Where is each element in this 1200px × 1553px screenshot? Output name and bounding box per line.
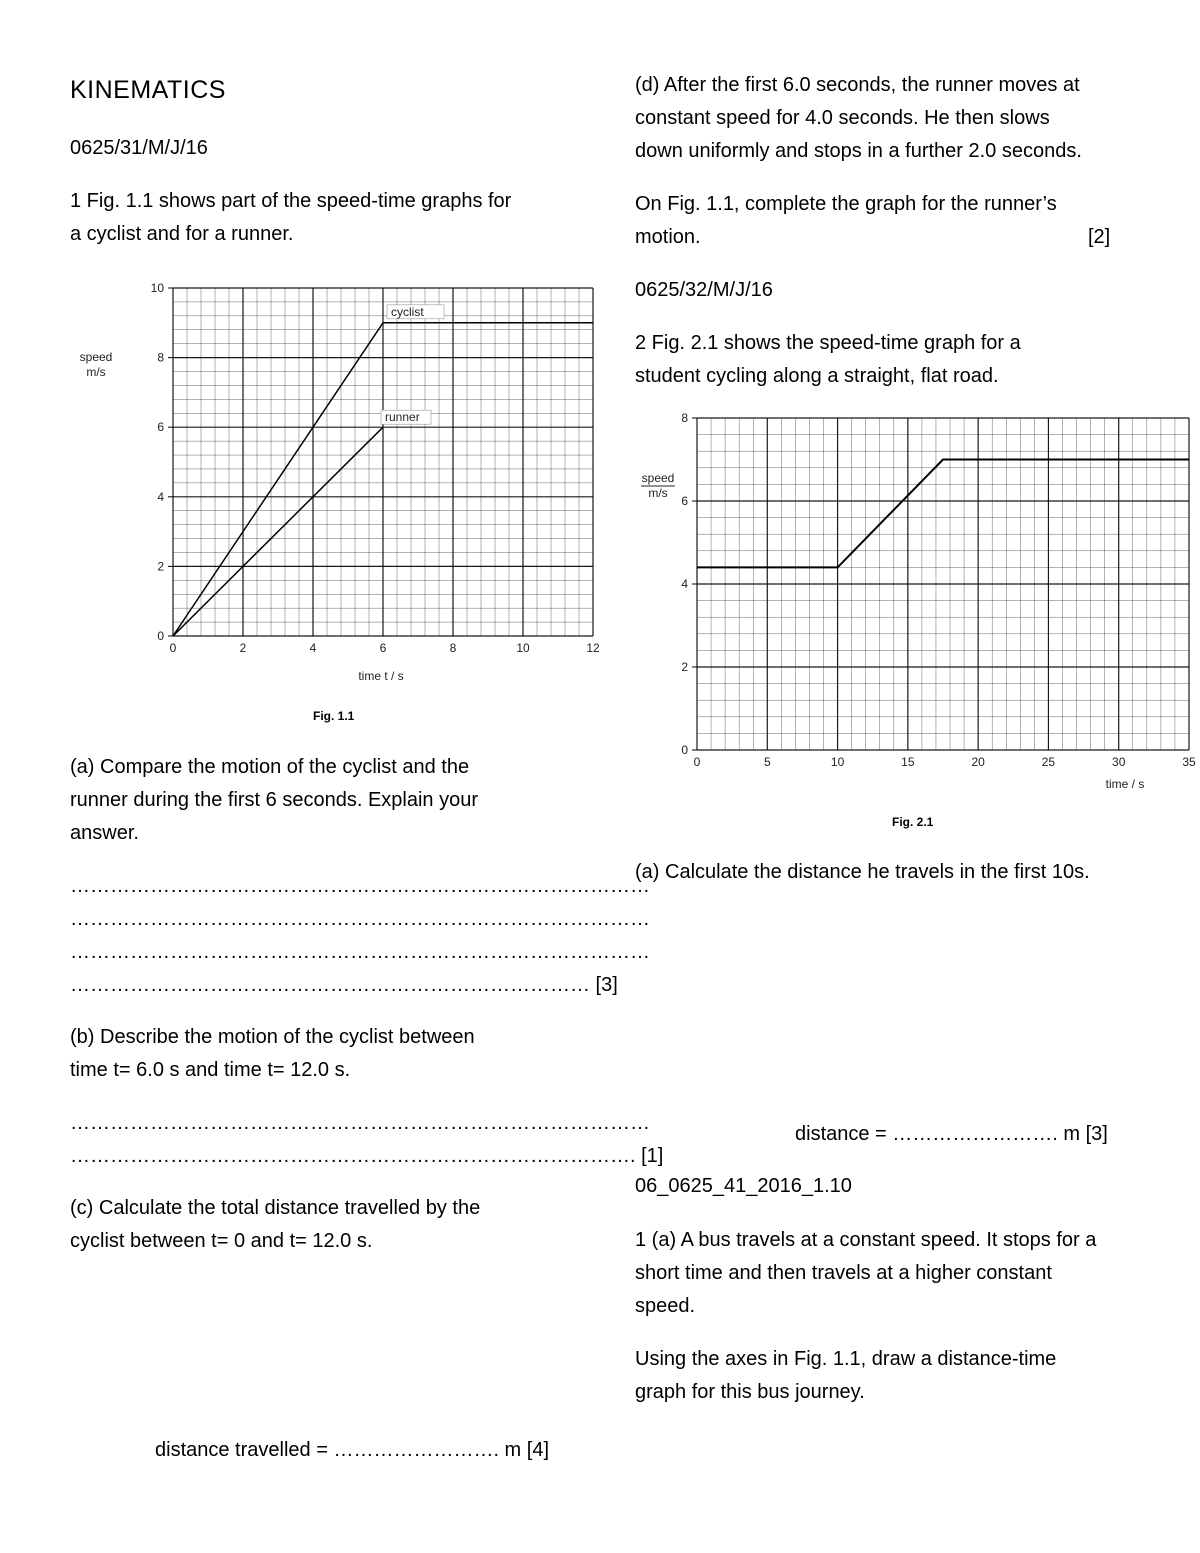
y-axis-label: speed m/s [641, 471, 675, 500]
x-tick-label: 20 [971, 755, 985, 769]
fig-2-1-graph [635, 410, 1197, 800]
qa-line-1: (a) Compare the motion of the cyclist and the [70, 756, 470, 778]
series-label-runner: runner [385, 410, 420, 425]
qb-line-1: (b) Describe the motion of the cyclist between [70, 1026, 475, 1048]
series-line-student [697, 460, 1189, 568]
qd-line-1: (d) After the first 6.0 seconds, the runner moves at [635, 74, 1080, 96]
x-tick-label: 2 [239, 641, 247, 655]
x-tick-label: 0 [693, 755, 701, 769]
page-title: KINEMATICS [70, 76, 226, 104]
fig-1-1-graph [70, 275, 610, 695]
x-tick-label: 0 [169, 641, 177, 655]
series-line-runner [173, 427, 383, 636]
q1-intro-line-2: a cyclist and for a runner. [70, 223, 294, 245]
answer-line-a3: …………………………………………………………………………… [70, 941, 650, 963]
q3-line-4: Using the axes in Fig. 1.1, draw a distance-time [635, 1348, 1057, 1370]
y-tick-label: 8 [157, 350, 164, 365]
x-tick-label: 5 [763, 755, 771, 769]
fig-2-1-caption: Fig. 2.1 [892, 815, 934, 829]
answer-line-b2: …………………………………………………………………………. [1] [70, 1145, 664, 1167]
q2-line-2: student cycling along a straight, flat road. [635, 365, 999, 387]
fig-1-1-caption: Fig. 1.1 [313, 709, 355, 723]
series-label-cyclist: cyclist [391, 304, 424, 319]
x-tick-label: 25 [1041, 755, 1056, 769]
qa-line-2: runner during the first 6 seconds. Explain your [70, 789, 478, 811]
qb-line-2: time t= 6.0 s and time t= 12.0 s. [70, 1059, 351, 1081]
answer-line-a2: …………………………………………………………………………… [70, 908, 650, 930]
y-tick-label: 2 [681, 660, 688, 674]
qd-line-3: down uniformly and stops in a further 2.0 seconds. [635, 140, 1082, 162]
paper-code: 0625/31/M/J/16 [70, 137, 208, 159]
x-tick-label: 4 [309, 641, 317, 655]
q3-line-3: speed. [635, 1295, 696, 1317]
x-tick-label: 30 [1112, 755, 1126, 769]
y-tick-label: 6 [681, 494, 688, 508]
q1-intro-line-1: 1 Fig. 1.1 shows part of the speed-time graphs for [70, 190, 512, 212]
qc-line-2: cyclist between t= 0 and t= 12.0 s. [70, 1230, 373, 1252]
x-axis-label: time t / s [358, 669, 404, 683]
qc-answer-line: distance travelled = ……………………. m [4] [155, 1439, 550, 1461]
y-tick-label: 4 [681, 577, 688, 591]
fig-1-1-grid [173, 288, 593, 636]
x-tick-label: 12 [586, 641, 600, 655]
fig-1-1-svg [70, 275, 610, 695]
y-tick-label: 10 [150, 281, 164, 295]
answer-line-b1: …………………………………………………………………………… [70, 1112, 650, 1134]
qa-line-3: answer. [70, 822, 139, 844]
qc-line-1: (c) Calculate the total distance travelled by the [70, 1197, 481, 1219]
y-tick-label: 0 [681, 743, 688, 757]
y-tick-label: 8 [681, 411, 688, 425]
y-tick-label: 2 [157, 559, 164, 574]
qd-line-4: On Fig. 1.1, complete the graph for the runner’s [635, 193, 1057, 215]
y-tick-label: 0 [157, 629, 164, 643]
q2a-question: (a) Calculate the distance he travels in the first 10s. [635, 861, 1090, 883]
q2-line-1: 2 Fig. 2.1 shows the speed-time graph for a [635, 332, 1021, 354]
paper-code-3: 06_0625_41_2016_1.10 [635, 1175, 852, 1197]
y-axis-label: speed m/s [79, 350, 113, 379]
answer-line-a4: …………………………………………………………………… [3] [70, 974, 618, 996]
x-tick-label: 6 [379, 641, 387, 655]
paper-code-2: 0625/32/M/J/16 [635, 279, 773, 301]
qd-line-5: motion. [635, 226, 701, 248]
x-tick-label: 35 [1182, 755, 1196, 769]
y-tick-label: 4 [157, 489, 164, 504]
fig-2-1-svg [635, 410, 1197, 800]
x-tick-label: 8 [449, 641, 457, 655]
q3-line-5: graph for this bus journey. [635, 1381, 865, 1403]
qd-line-2: constant speed for 4.0 seconds. He then slows [635, 107, 1050, 129]
x-tick-label: 15 [901, 755, 915, 769]
x-axis-label: time / s [1105, 777, 1145, 791]
qd-marks: [2] [1088, 226, 1111, 248]
q2a-answer-line: distance = ……………………. m [3] [795, 1123, 1108, 1145]
x-tick-label: 10 [516, 641, 530, 655]
q3-line-1: 1 (a) A bus travels at a constant speed. It stops for a [635, 1229, 1097, 1251]
q3-line-2: short time and then travels at a higher constant [635, 1262, 1052, 1284]
x-tick-label: 10 [830, 755, 845, 769]
answer-line-a1: …………………………………………………………………………… [70, 875, 650, 897]
fig-2-1-grid [697, 418, 1189, 750]
y-tick-label: 6 [157, 420, 164, 435]
